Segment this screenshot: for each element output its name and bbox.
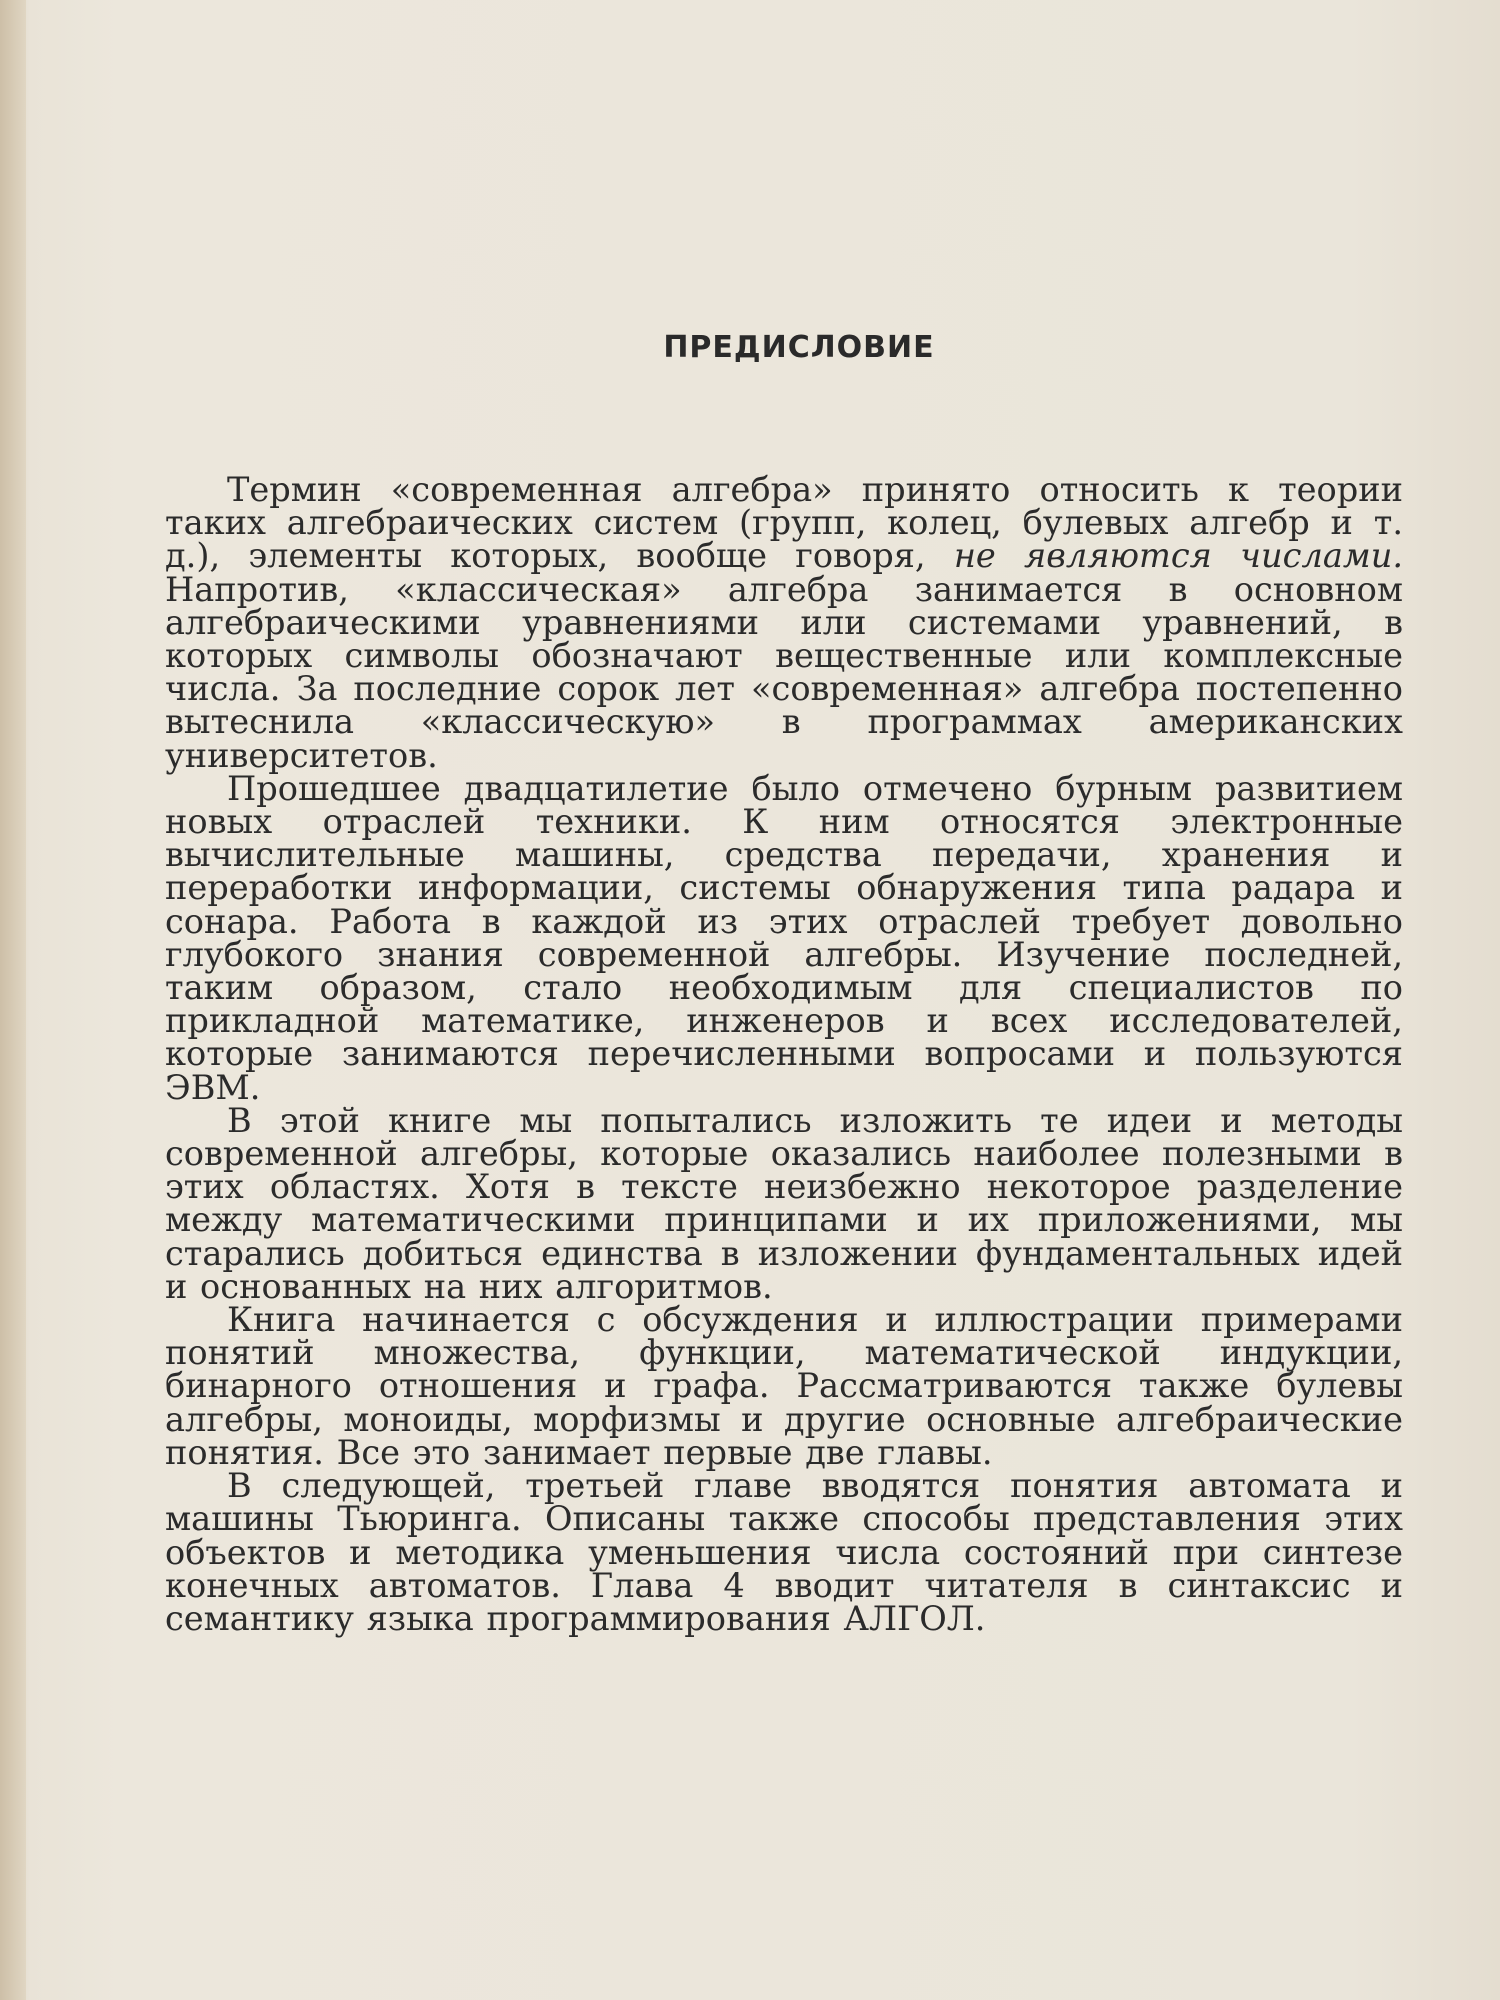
paragraph-1-text-start: Термин «современная алгебра» принято относить к теории таких алгебраических систем (групп, колец, булевых алгебр и т. д.), элементы которых, вообще говоря, bbox=[165, 470, 1403, 576]
page-binding-edge bbox=[0, 0, 26, 2000]
paragraph-1-emphasis: не являются числами. bbox=[953, 536, 1403, 576]
paragraph-3: В этой книге мы попытались изложить те идеи и методы современной алгебры, которые оказались наиболее полезными в этих областях. Хотя в тексте неизбежно некоторое разделение между математическими принципами и их приложениями, мы старались добиться единства в изложении фундаментальных идей и основанных на них алгоритмов. bbox=[165, 1100, 1403, 1306]
page-content bbox=[165, 330, 1403, 1638]
paragraph-4: Книга начинается с обсуждения и иллюстрации примерами понятий множества, функции, математической индукции, бинарного отношения и графа. Рассматриваются также булевы алгебры, моноиды, морфизмы и другие основные алгебраические понятия. Все это занимает первые две главы. bbox=[165, 1300, 1403, 1472]
paragraph-2: Прошедшее двадцатилетие было отмечено бурным развитием новых отраслей техники. К ним относятся электронные вычислительные машины, средства передачи, хранения и переработки информации, системы обнаружения типа радара и сонара. Работа в каждой из этих отраслей требует довольно глубокого знания современной алгебры. Изучение последней, таким образом, стало необходимым для специалистов по прикладной математике, инженеров и всех исследователей, которые занимаются перечисленными вопросами и пользуются ЭВМ. bbox=[165, 768, 1403, 1107]
paragraph-5: В следующей, третьей главе вводятся понятия автомата и машины Тьюринга. Описаны также способы представления этих объектов и методика уменьшения числа состояний при синтезе конечных автоматов. Глава 4 вводит читателя в синтаксис и семантику языка программирования АЛГОЛ. bbox=[165, 1466, 1403, 1638]
paragraph-1-text-end: Напротив, «классическая» алгебра занимается в основном алгебраическими уравнениями или системами уравнений, в которых символы обозначают вещественные или комплексные числа. За последние сорок лет «современная» алгебра постепенно вытеснила «классическую» в программах американских университетов. bbox=[165, 569, 1403, 775]
paragraph-1 bbox=[165, 470, 1403, 775]
page-title: ПРЕДИСЛОВИЕ bbox=[663, 330, 935, 365]
